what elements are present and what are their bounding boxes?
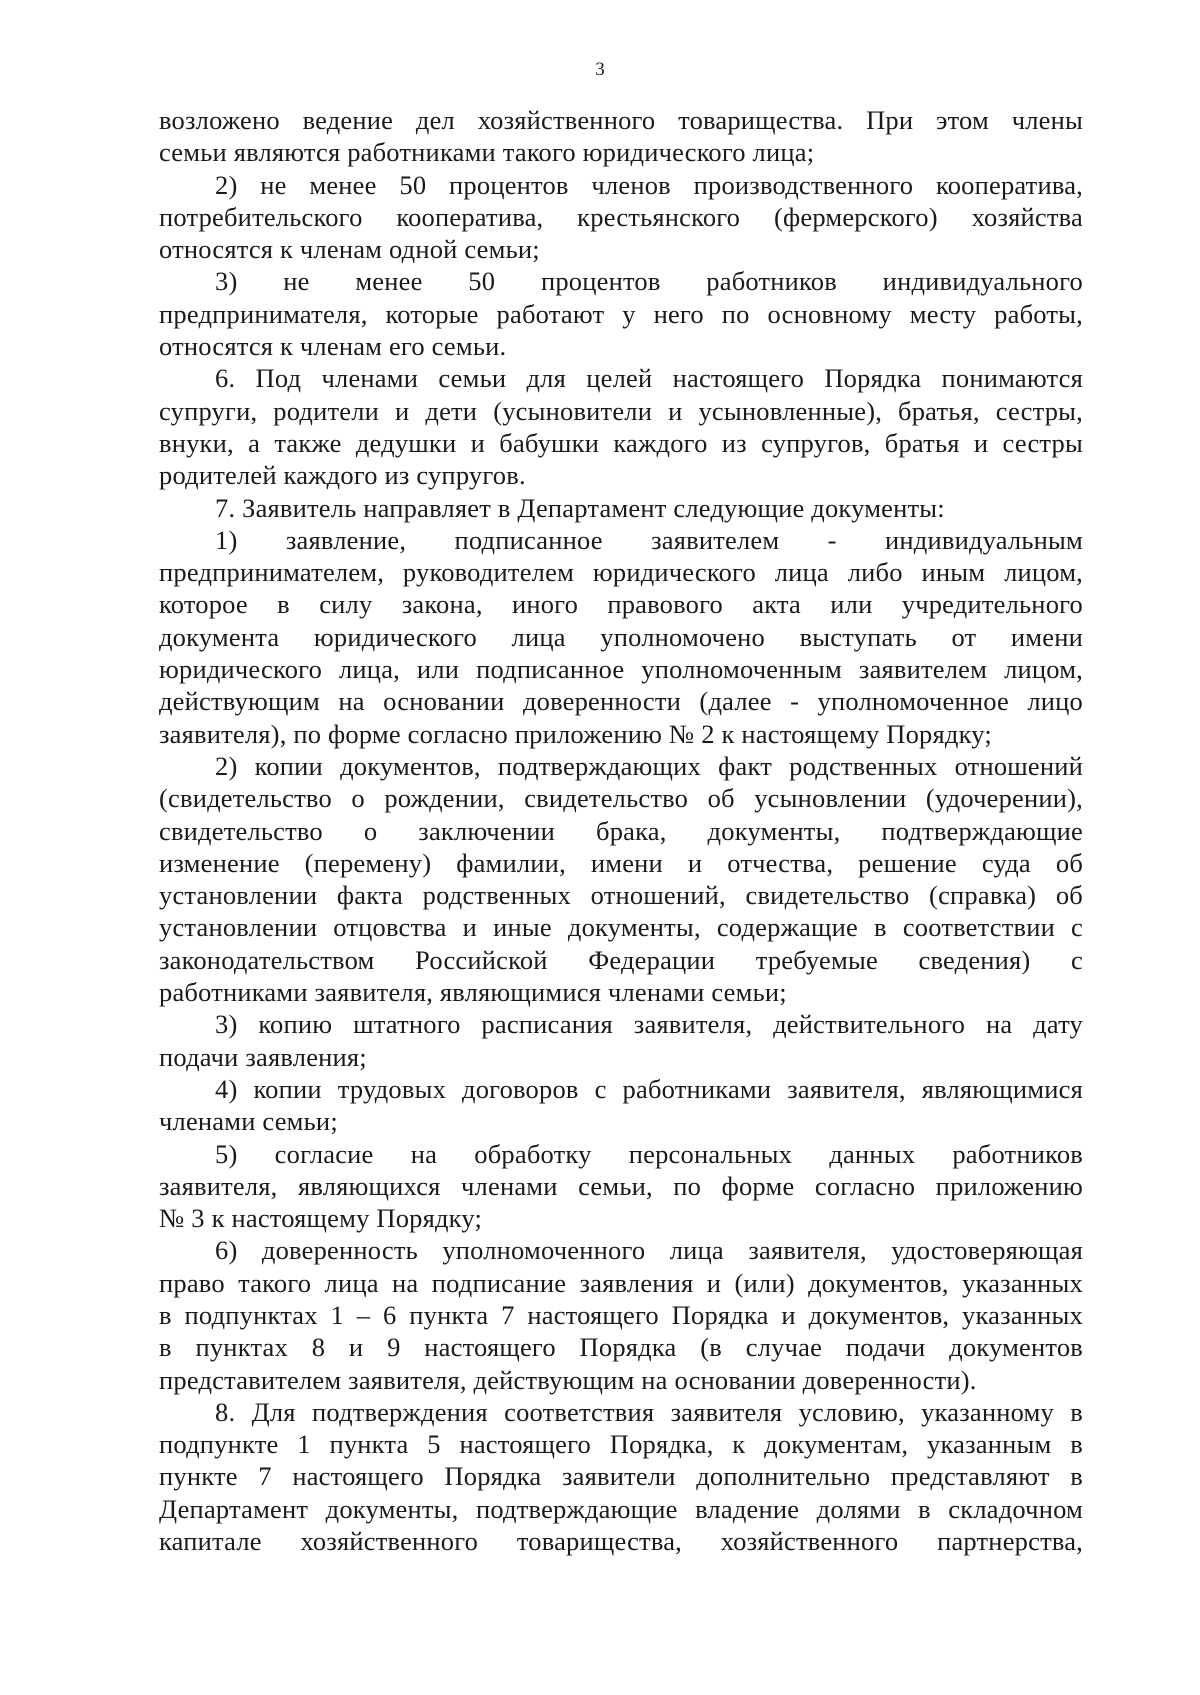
text-line: законодательством Российской Федерации требуемые сведения) с bbox=[159, 944, 1083, 975]
text-line: подачи заявления; bbox=[159, 1041, 367, 1072]
text-line: изменение (перемену) фамилии, имени и отчества, решение суда об bbox=[159, 847, 1083, 878]
text-line: свидетельство о заключении брака, документы, подтверждающие bbox=[159, 815, 1083, 846]
text-line: относятся к членам одной семьи; bbox=[159, 234, 540, 265]
text-line: заявителя), по форме согласно приложению № 2 к настоящему Порядку; bbox=[159, 718, 992, 749]
text-line: 5) согласие на обработку персональных данных работников bbox=[215, 1138, 1083, 1169]
text-line: 8. Для подтверждения соответствия заявителя условию, указанному в bbox=[215, 1396, 1083, 1427]
text-line: родителей каждого из супругов. bbox=[159, 460, 526, 491]
text-line: 3) копию штатного расписания заявителя, действительного на дату bbox=[215, 1009, 1083, 1040]
text-line: 2) не менее 50 процентов членов производственного кооператива, bbox=[215, 169, 1083, 200]
text-line: заявителя, являющихся членами семьи, по форме согласно приложению bbox=[159, 1170, 1083, 1201]
page-number: 3 bbox=[595, 59, 605, 80]
document-body bbox=[159, 104, 1083, 1557]
text-line: которое в силу закона, иного правового акта или учредительного bbox=[159, 589, 1083, 620]
text-line: Департамент документы, подтверждающие владение долями в складочном bbox=[159, 1493, 1083, 1524]
text-line: 2) копии документов, подтверждающих факт родственных отношений bbox=[215, 750, 1083, 781]
text-line: капитале хозяйственного товарищества, хозяйственного партнерства, bbox=[159, 1526, 1083, 1557]
text-line: установлении отцовства и иные документы, содержащие в соответствии с bbox=[159, 912, 1083, 943]
text-line: действующим на основании доверенности (далее - уполномоченное лицо bbox=[159, 686, 1083, 717]
text-line: 1) заявление, подписанное заявителем - индивидуальным bbox=[215, 524, 1083, 555]
text-line: пункте 7 настоящего Порядка заявители дополнительно представляют в bbox=[159, 1461, 1083, 1492]
text-line: предпринимателем, руководителем юридического лица либо иным лицом, bbox=[159, 557, 1083, 588]
text-line: семьи являются работниками такого юридического лица; bbox=[159, 137, 815, 168]
text-line: юридического лица, или подписанное уполномоченным заявителем лицом, bbox=[159, 654, 1083, 685]
text-line: 4) копии трудовых договоров с работниками заявителя, являющимися bbox=[215, 1073, 1083, 1104]
text-line: (свидетельство о рождении, свидетельство об усыновлении (удочерении), bbox=[159, 783, 1083, 814]
text-line: представителем заявителя, действующим на основании доверенности). bbox=[159, 1364, 977, 1395]
text-line: работниками заявителя, являющимися членами семьи; bbox=[159, 977, 787, 1008]
text-line: 6) доверенность уполномоченного лица заявителя, удостоверяющая bbox=[215, 1235, 1083, 1266]
text-line: в пунктах 8 и 9 настоящего Порядка (в случае подачи документов bbox=[159, 1332, 1083, 1363]
text-line: 7. Заявитель направляет в Департамент следующие документы: bbox=[215, 492, 945, 523]
text-line: супруги, родители и дети (усыновители и усыновленные), братья, сестры, bbox=[159, 395, 1083, 426]
text-line: установлении факта родственных отношений, свидетельство (справка) об bbox=[159, 880, 1083, 911]
text-line: возложено ведение дел хозяйственного товарищества. При этом члены bbox=[159, 105, 1083, 135]
text-line: подпункте 1 пункта 5 настоящего Порядка, к документам, указанным в bbox=[159, 1429, 1083, 1460]
text-line: внуки, а также дедушки и бабушки каждого из супругов, братья и сестры bbox=[159, 427, 1083, 458]
text-line: предпринимателя, которые работают у него по основному месту работы, bbox=[159, 298, 1083, 329]
text-line: членами семьи; bbox=[159, 1106, 338, 1137]
text-line: документа юридического лица уполномочено выступать от имени bbox=[159, 621, 1083, 652]
text-line: относятся к членам его семьи. bbox=[159, 331, 507, 362]
text-line: 6. Под членами семьи для целей настоящего Порядка понимаются bbox=[215, 363, 1083, 394]
text-line: в подпунктах 1 – 6 пункта 7 настоящего Порядка и документов, указанных bbox=[159, 1299, 1083, 1330]
text-line: право такого лица на подписание заявления и (или) документов, указанных bbox=[159, 1267, 1083, 1298]
text-line: 3) не менее 50 процентов работников индивидуального bbox=[215, 266, 1083, 297]
text-line: № 3 к настоящему Порядку; bbox=[159, 1203, 483, 1234]
text-line: потребительского кооператива, крестьянского (фермерского) хозяйства bbox=[159, 201, 1083, 232]
